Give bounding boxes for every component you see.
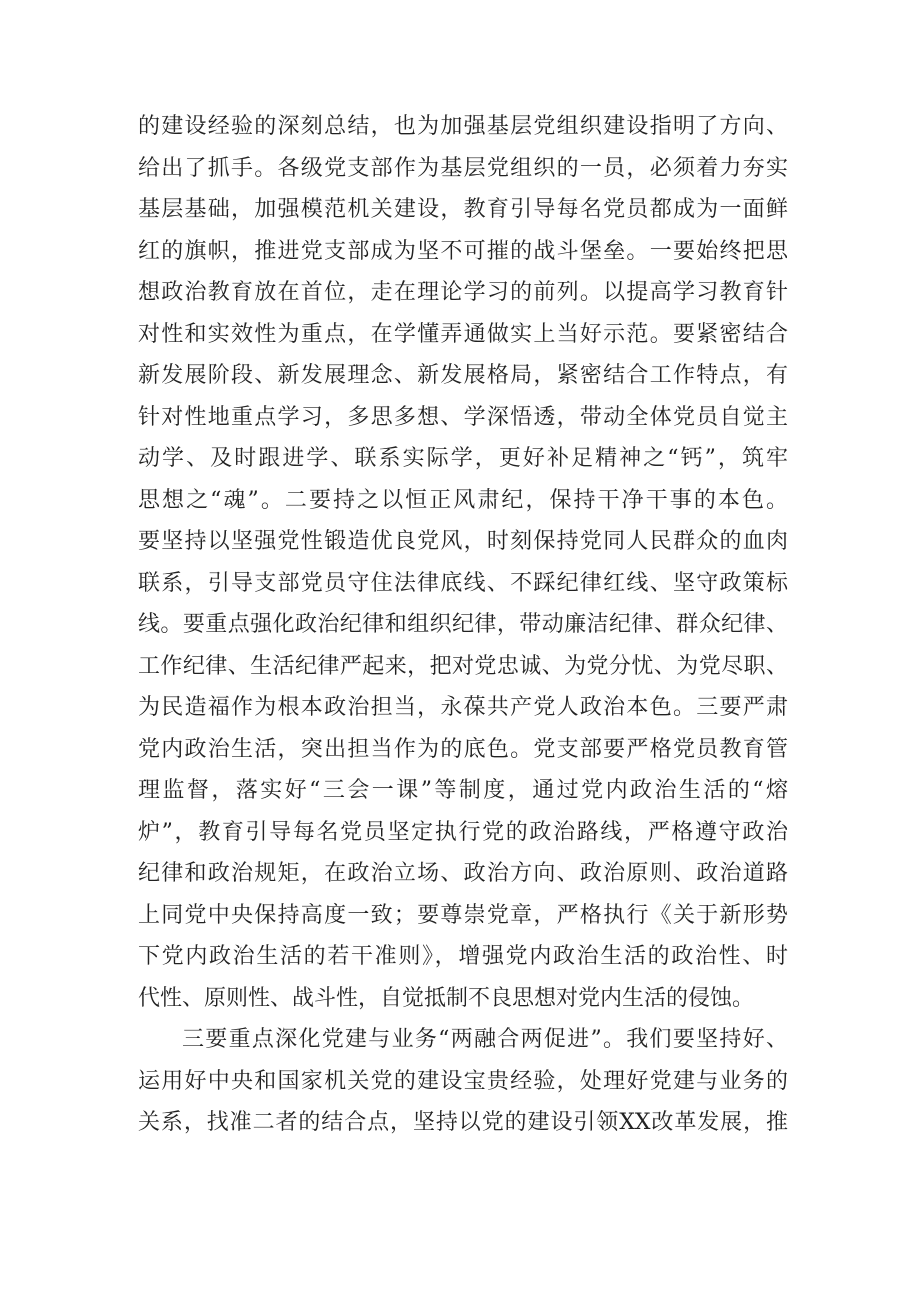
text-line: 新发展阶段、新发展理念、新发展格局，紧密结合工作特点，有 — [138, 363, 788, 388]
paragraph — [138, 1019, 788, 1144]
text-line: 对性和实效性为重点，在学懂弄通做实上当好示范。要紧密结合 — [138, 321, 788, 347]
text-line: 工作纪律、生活纪律严起来，把对党忠诚、为党分忧、为党尽职、 — [138, 653, 788, 679]
text-line: 动学、及时跟进学、联系实际学，更好补足精神之“钙”，筑牢 — [138, 446, 788, 471]
text-line: 理监督，落实好“三会一课”等制度，通过党内政治生活的“熔 — [138, 778, 788, 803]
text-line: 想政治教育放在首位，走在理论学习的前列。以提高学习教育针 — [138, 280, 788, 305]
text-line: 要坚持以坚强党性锻造优良党风，时刻保持党同人民群众的血肉 — [138, 529, 788, 554]
paragraph — [138, 106, 788, 1019]
text-line: 红的旗帜，推进党支部成为坚不可摧的战斗堡垒。一要始终把思 — [138, 238, 788, 264]
text-line: 代性、原则性、战斗性，自觉抵制不良思想对党内生活的侵蚀。 — [138, 985, 755, 1011]
text-line: 党内政治生活，突出担当作为的底色。党支部要严格党员教育管 — [138, 736, 788, 762]
text-line: 的建设经验的深刻总结，也为加强基层党组织建设指明了方向、 — [138, 114, 788, 139]
text-line: 给出了抓手。各级党支部作为基层党组织的一员，必须着力夯实 — [138, 155, 788, 181]
text-line: 针对性地重点学习，多思多想、学深悟透，带动全体党员自觉主 — [138, 404, 788, 430]
text-line: 联系，引导支部党员守住法律底线、不踩纪律红线、坚守政策标 — [138, 570, 788, 596]
text-line: 基层基础，加强模范机关建设，教育引导每名党员都成为一面鲜 — [138, 197, 788, 222]
text-line: 三要重点深化党建与业务“两融合两促进”。我们要坚持好、 — [182, 1027, 788, 1052]
text-line: 纪律和政治规矩，在政治立场、政治方向、政治原则、政治道路 — [138, 861, 788, 886]
text-line: 思想之“魂”。二要持之以恒正风肃纪，保持干净干事的本色。 — [138, 487, 788, 513]
text-line: 运用好中央和国家机关党的建设宝贵经验，处理好党建与业务的 — [138, 1068, 788, 1094]
body-text — [138, 106, 788, 1144]
text-line: 上同党中央保持高度一致；要尊崇党章，严格执行《关于新形势 — [138, 902, 788, 928]
text-line: 线。要重点强化政治纪律和组织纪律，带动廉洁纪律、群众纪律、 — [138, 612, 788, 637]
text-line: 炉”，教育引导每名党员坚定执行党的政治路线，严格遵守政治 — [138, 819, 788, 845]
text-line: 为民造福作为根本政治担当，永葆共产党人政治本色。三要严肃 — [138, 695, 788, 720]
text-line: 下党内政治生活的若干准则》，增强党内政治生活的政治性、时 — [138, 944, 788, 969]
text-line: 关系，找准二者的结合点，坚持以党的建设引领XX改革发展，推 — [138, 1110, 788, 1135]
